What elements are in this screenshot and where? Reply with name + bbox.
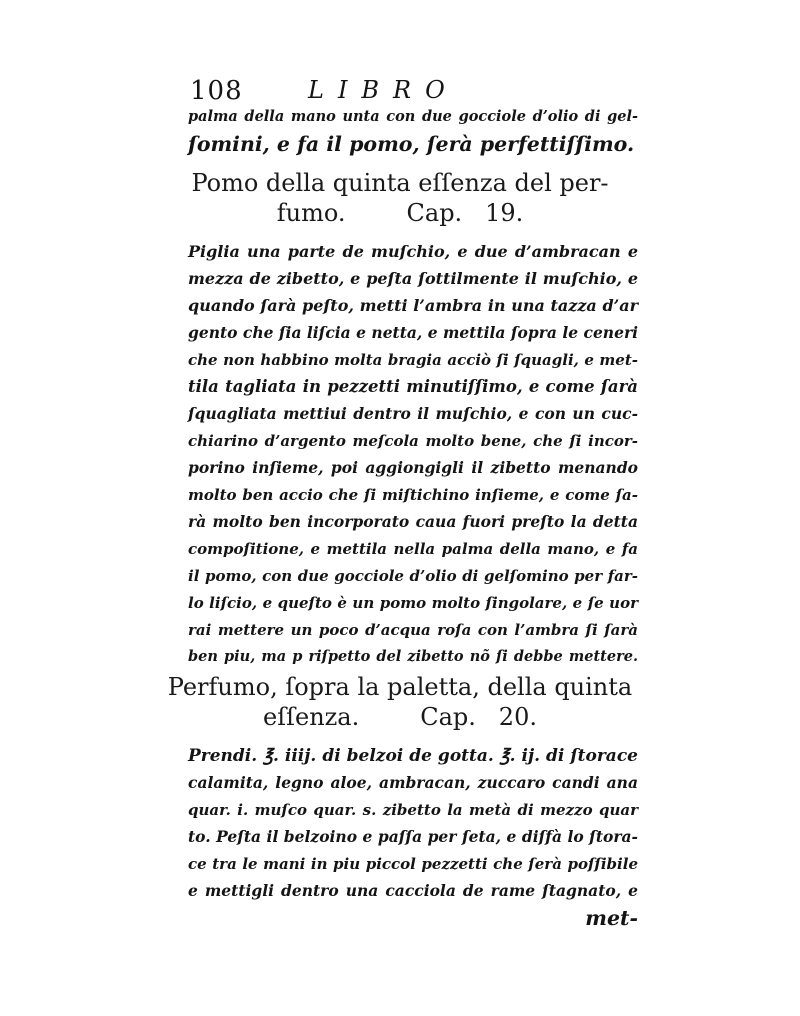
text-line: palma della mano unta con due gocciole d’olio di gel- <box>188 108 638 125</box>
text-line: rà molto ben incorporato caua fuori preſto la detta <box>188 512 638 531</box>
page-number: 108 <box>190 76 243 106</box>
text-line: porino inſieme, poi aggiongigli il zibetto menando <box>188 458 638 477</box>
text-line: rai mettere un poco d’acqua roſa con l’ambra ſi ſarà <box>188 621 638 639</box>
text-line: ſomini, e fa il pomo, ſerà perfettiſſimo. <box>188 132 635 156</box>
text-line: Prendi. ℥. iiij. di belzoi de gotta. ℥. ij. di ſtorace <box>188 746 638 766</box>
chapter-heading: eſſenza. Cap. 20. <box>263 703 537 731</box>
text-line: ce tra le mani in piu piccol pezzetti che ſerà poſſibile <box>188 855 638 873</box>
text-line: ben piu, ma p riſpetto del zibetto nõ ſi debbe mettere. <box>188 648 638 665</box>
text-line: mezza de zibetto, e peſta ſottilmente il muſchio, e <box>188 269 638 288</box>
chapter-heading: Pomo della quinta eſſenza del per- <box>191 169 609 197</box>
text-line: e mettigli dentro una cacciola de rame ſtagnato, e <box>188 881 638 900</box>
text-line: tila tagliata in pezzetti minutiſſimo, e come ſarà <box>188 377 638 396</box>
text-line: quar. i. muſco quar. s. zibetto la metà di mezzo quar <box>188 801 638 819</box>
text-line: Piglia una parte de muſchio, e due d’ambracan e <box>188 242 638 261</box>
text-line: molto ben accio che ſi miſtichino inſieme, e come ſa- <box>188 486 638 504</box>
text-line: che non habbino molta bragia acciò ſi ſquagli, e met- <box>188 351 638 369</box>
text-line: gento che ſia liſcia e netta, e mettila ſopra le ceneri <box>188 323 638 342</box>
text-line: lo liſcio, e queſto è un pomo molto ſingolare, e ſe uor <box>188 594 638 612</box>
text-line: ſquagliata mettiui dentro il muſchio, e con un cuc- <box>188 404 638 423</box>
chapter-heading: Perfumo, ſopra la paletta, della quinta <box>167 673 633 701</box>
text-line: compoſitione, e mettila nella palma della mano, e fa <box>188 540 638 558</box>
text-line: calamita, legno aloe, ambracan, zuccaro candi ana <box>188 773 638 792</box>
catchword: met- <box>585 906 638 930</box>
chapter-heading: fumo. Cap. 19. <box>276 199 524 227</box>
text-line: to. Peſta il belzoino e paſſa per ſeta, e diſfà lo ſtora- <box>188 827 638 846</box>
text-line: quando ſarà peſto, metti l’ambra in una tazza d’ar <box>188 296 638 315</box>
running-title: LIBRO <box>308 76 459 104</box>
text-line: chiarino d’argento meſcola molto bene, che ſi incor- <box>188 432 638 450</box>
text-line: il pomo, con due gocciole d’olio di gelſomino per far- <box>188 567 638 585</box>
